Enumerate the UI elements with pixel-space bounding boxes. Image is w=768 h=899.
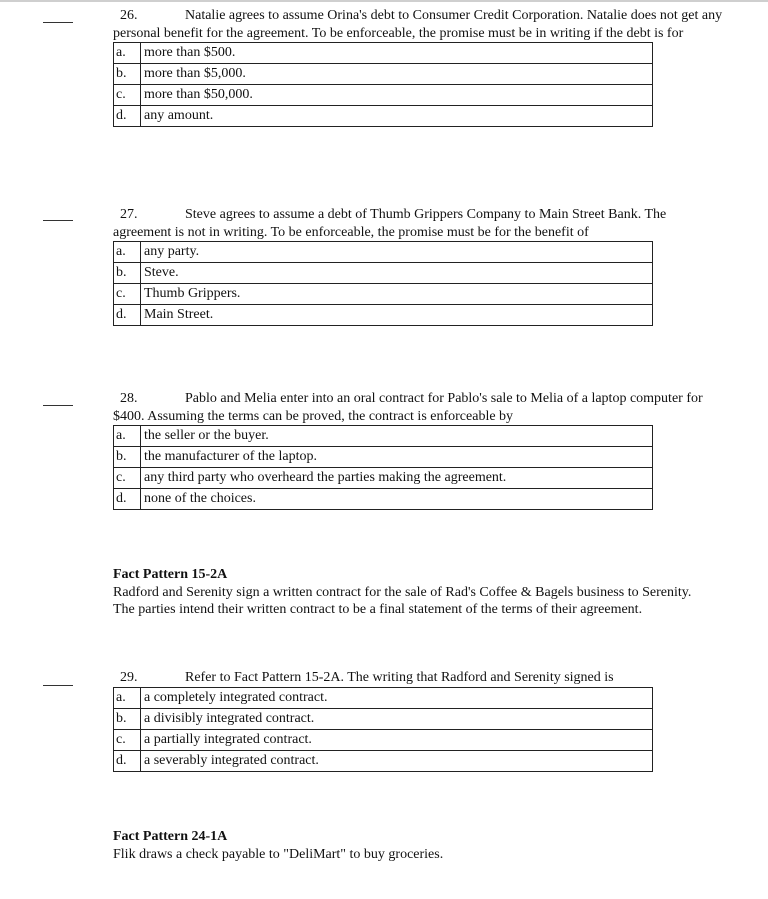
option-text: any amount. (141, 106, 653, 127)
option-text: the manufacturer of the laptop. (141, 447, 653, 468)
question-29 (113, 669, 725, 772)
page-top-border (0, 0, 768, 2)
option-row[interactable] (114, 426, 653, 447)
question-27 (113, 206, 725, 326)
option-row[interactable] (114, 85, 653, 106)
question-text: Pablo and Melia enter into an oral contract for Pablo's sale to Melia of a laptop computer for $400. Assuming the terms can be proved, the contract is enforceable by (113, 391, 703, 424)
option-row[interactable] (114, 489, 653, 510)
option-text: a severably integrated contract. (141, 750, 653, 771)
fact-pattern-24-1a (113, 828, 693, 863)
options-table (113, 241, 653, 326)
option-text: Thumb Grippers. (141, 284, 653, 305)
option-letter: a. (114, 687, 141, 708)
option-text: more than $5,000. (141, 64, 653, 85)
option-letter: c. (114, 729, 141, 750)
option-row[interactable] (114, 729, 653, 750)
option-row[interactable] (114, 284, 653, 305)
option-letter: d. (114, 750, 141, 771)
option-row[interactable] (114, 43, 653, 64)
option-letter: a. (114, 426, 141, 447)
option-letter: a. (114, 242, 141, 263)
option-text: Main Street. (141, 305, 653, 326)
option-letter: d. (114, 305, 141, 326)
question-28 (113, 390, 725, 510)
options-table (113, 425, 653, 510)
option-letter: b. (114, 447, 141, 468)
option-row[interactable] (114, 468, 653, 489)
option-letter: d. (114, 489, 141, 510)
fact-pattern-title: Fact Pattern 15-2A (113, 567, 228, 582)
question-number: 28. (120, 391, 138, 406)
option-row[interactable] (114, 447, 653, 468)
option-row[interactable] (114, 64, 653, 85)
option-text: a divisibly integrated contract. (141, 708, 653, 729)
option-row[interactable] (114, 750, 653, 771)
option-text: more than $500. (141, 43, 653, 64)
question-26 (113, 7, 725, 127)
fact-pattern-text: Radford and Serenity sign a written contract for the sale of Rad's Coffee & Bagels business to Serenity. The parties intend their written contract to be a final statement of the terms of their agreement. (113, 584, 692, 617)
option-text: the seller or the buyer. (141, 426, 653, 447)
question-stem (113, 7, 725, 42)
option-letter: c. (114, 468, 141, 489)
question-text: Refer to Fact Pattern 15-2A. The writing that Radford and Serenity signed is (185, 670, 614, 685)
question-stem (113, 206, 725, 241)
option-text: none of the choices. (141, 489, 653, 510)
option-text: more than $50,000. (141, 85, 653, 106)
option-letter: d. (114, 106, 141, 127)
fact-pattern-15-2a (113, 566, 693, 619)
question-text: Steve agrees to assume a debt of Thumb Grippers Company to Main Street Bank. The agreement is not in writing. To be enforceable, the promise must be for the benefit of (113, 207, 667, 240)
option-text: Steve. (141, 263, 653, 284)
question-text: Natalie agrees to assume Orina's debt to Consumer Credit Corporation. Natalie does not get any personal benefit for the agreement. To be enforceable, the promise must be in writing if the debt is for (113, 8, 723, 41)
options-table (113, 687, 653, 772)
answer-blank-28[interactable] (43, 405, 73, 406)
question-stem (113, 390, 725, 425)
option-row[interactable] (114, 263, 653, 284)
question-number: 27. (120, 207, 138, 222)
fact-pattern-text: Flik draws a check payable to "DeliMart" to buy groceries. (113, 846, 444, 862)
answer-blank-27[interactable] (43, 220, 73, 221)
option-row[interactable] (114, 242, 653, 263)
option-text: any third party who overheard the parties making the agreement. (141, 468, 653, 489)
option-letter: b. (114, 263, 141, 284)
option-letter: a. (114, 43, 141, 64)
question-number: 26. (120, 8, 138, 23)
option-row[interactable] (114, 687, 653, 708)
options-table (113, 42, 653, 127)
option-letter: c. (114, 284, 141, 305)
option-text: a completely integrated contract. (141, 687, 653, 708)
question-stem (113, 669, 725, 687)
answer-blank-29[interactable] (43, 685, 73, 686)
option-letter: c. (114, 85, 141, 106)
option-letter: b. (114, 708, 141, 729)
option-text: any party. (141, 242, 653, 263)
option-row[interactable] (114, 708, 653, 729)
option-row[interactable] (114, 106, 653, 127)
fact-pattern-title: Fact Pattern 24-1A (113, 829, 228, 844)
option-row[interactable] (114, 305, 653, 326)
answer-blank-26[interactable] (43, 22, 73, 23)
option-letter: b. (114, 64, 141, 85)
option-text: a partially integrated contract. (141, 729, 653, 750)
question-number: 29. (120, 670, 138, 685)
